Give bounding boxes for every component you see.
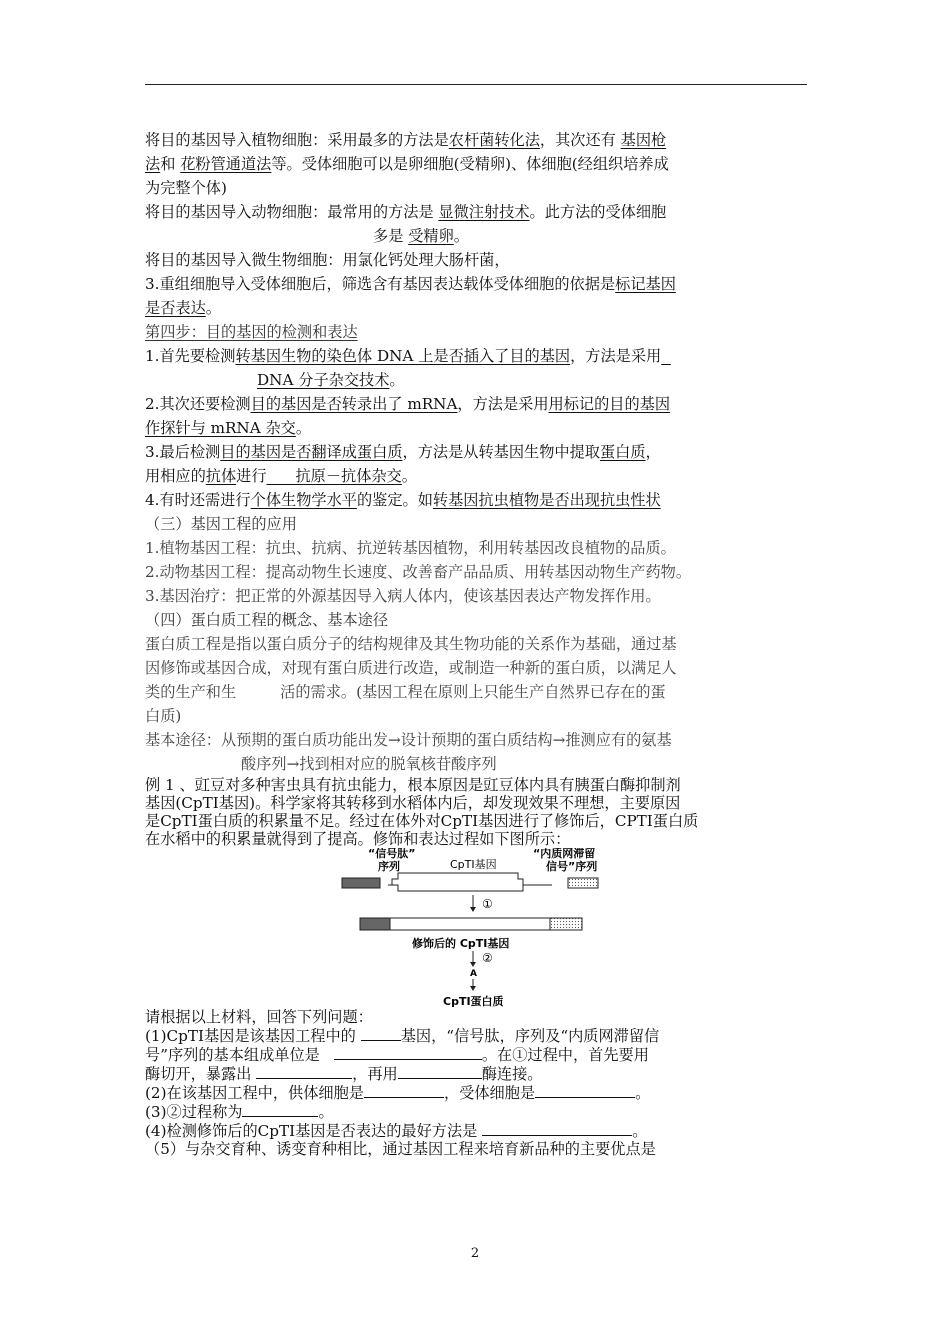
text: 多是 [373,227,404,245]
answer-text: 显微注射技术 [438,203,530,221]
line [145,560,809,584]
text: 基因(CpTI基因)。科学家将其转移到水稻体内后，却发现效果不理想，主要原因 [145,794,681,812]
text: 。 [389,371,405,389]
answer-blank[interactable] [361,1026,401,1041]
line [145,680,809,704]
er-signal-label: “内质网滞留 [533,848,596,860]
line [145,1102,809,1121]
line [145,200,809,224]
text: 为完整个体) [145,179,227,197]
line [145,1064,809,1083]
answer-blank[interactable] [334,1045,482,1060]
line [145,176,809,200]
text: ，其次还有 [539,131,616,149]
text: 进行 [236,467,267,485]
modified-er-block [550,918,582,930]
step-1-label: ① [482,897,493,911]
text: ，方法是采用 [457,395,549,413]
answer-blank[interactable] [364,1083,444,1098]
text: 的鉴定。如 [356,491,433,509]
a-label: A [470,969,477,979]
text: 在水稻中的积累量就得到了提高。修饰和表达过程如下图所示： [145,830,571,848]
line [145,272,809,296]
text: 。 [295,419,312,437]
line [145,1045,809,1064]
body-text [145,128,809,1158]
text: （5）与杂交育种、诱变育种相比，通过基因工程来培育新品种的主要优点是 [145,1140,656,1158]
signal-peptide-label-2: 序列 [378,860,400,873]
line [145,440,809,464]
diagram-svg [340,848,640,1008]
text: (2)在该基因工程中，供体细胞是 [145,1084,364,1102]
text: ，再用 [352,1065,398,1083]
line [145,1140,809,1158]
gene-strand-top [388,873,552,885]
line [145,752,809,776]
text: 号”序列的基本组成单位是 [145,1046,320,1064]
text: 是CpTI蛋白质的积累量不足。经过在体外对CpTI基因进行了修饰后，CPTI蛋白质 [145,812,699,830]
text: 基因，“信号肽，序列及“内质网滞留信 [400,1027,660,1045]
line [145,812,809,830]
blank [267,467,296,485]
text: (4)检测修饰后的CpTI基因是否表达的最好方法是 [145,1122,478,1140]
page-number: 2 [470,1246,480,1261]
example-question [145,776,809,1158]
text: 3.最后检测 [145,443,221,461]
line [145,536,809,560]
text: 将目的基因导入动物细胞：最常用的方法是 [145,203,434,221]
answer-text: 蛋白质 [599,443,646,461]
line [145,344,809,368]
text: 因修饰或基因合成，对现有蛋白质进行改造，或制造一种新的蛋白质，以满足人 [145,659,677,677]
header-rule [145,84,807,85]
line [145,248,809,272]
answer-text: DNA 分子杂交技术 [257,371,390,389]
line [145,1121,809,1140]
arrow-head-1 [470,907,476,912]
answer-text: 抗体 [205,467,237,485]
line [145,368,809,392]
text: 。 [401,467,417,485]
line [145,704,809,728]
text: 白质) [145,707,182,725]
section-heading [145,608,809,632]
answer-text: 作探针与 mRNA 杂交 [145,419,296,437]
text: 酸序列→找到相对应的脱氧核苷酸序列 [241,755,497,773]
text: 。 [205,299,221,317]
text: 请根据以上材料，回答下列问题： [145,1008,373,1026]
text: ，方法是从转基因生物中提取 [402,443,600,461]
text: ， [645,443,661,461]
arrow-head-3 [470,986,476,991]
text: 2.其次还要检测 [145,395,251,413]
line [145,728,809,752]
text: 。在①过程中，首先要用 [481,1046,649,1064]
answer-text: 个体生物学水平 [250,491,357,509]
step-2-label: ② [482,951,493,965]
line [145,794,809,812]
modified-signal-block [360,918,390,930]
text: (3)②过程称为 [145,1103,243,1121]
text: 。 [453,227,469,245]
line [145,1083,809,1102]
text: 和 [160,155,176,173]
line [145,128,809,152]
text: 类的生产和生 [145,683,237,701]
answer-text: 转基因抗虫植物是否出现抗虫性状 [432,491,661,509]
line [145,392,809,416]
answer-text: 抗原－抗体杂交 [295,467,402,485]
answer-text: 受精卵 [408,227,454,245]
text: 酶连接。 [481,1065,543,1083]
answer-text: 基因枪 [620,131,667,149]
gene-label: CpTI基因 [450,858,497,871]
text: 3.重组细胞导入受体细胞后，筛选含有基因表达载体受体细胞的依据是 [145,275,616,293]
signal-peptide-label: “信号肽” [368,848,416,860]
text: 基本途径：从预期的蛋白质功能出发→设计预期的蛋白质结构→推测应有的氨基 [145,731,672,749]
text: 蛋白质工程是指以蛋白质分子的结构规律及其生物功能的关系作为基础，通过基 [145,635,677,653]
text: ，受体细胞是 [443,1084,536,1102]
text: 活的需求。(基因工程在原则上只能生产自然界已存在的蛋 [280,683,666,701]
line [145,416,809,440]
modified-gene-block [390,918,568,930]
text: 。此方法的受体细胞 [529,203,667,221]
arrow-head-2 [470,962,476,967]
answer-text: 用标记的目的基因 [548,395,671,413]
text: 。 [318,1103,334,1121]
text: 1.首先要检测 [145,347,236,365]
answer-text: 标记基因 [615,275,676,293]
heading-text: （三）基因工程的应用 [145,515,297,533]
line [145,152,809,176]
text: 。 [632,1122,648,1140]
answer-blank[interactable] [256,1064,352,1079]
answer-text: 花粉管通道法 [180,155,272,173]
line [145,1008,809,1026]
text: 等。受体细胞可以是卵细胞(受精卵)、体细胞(经组织培养成 [271,155,669,173]
line [145,224,809,248]
answer-blank[interactable] [242,1102,318,1117]
blank [661,347,671,365]
line [145,656,809,680]
signal-peptide-block [342,878,380,888]
text: 用相应的 [145,467,206,485]
answer-text: 法 [145,155,161,173]
section-heading [145,512,809,536]
er-signal-label-2: 信号”序列 [546,860,598,873]
protein-label: CpTI蛋白质 [443,995,504,1008]
modified-gene-label: 修饰后的 CpTI基因 [412,937,510,950]
answer-text: 目的基因是否转录出了 mRNA [250,395,458,413]
answer-blank[interactable] [398,1064,482,1079]
answer-text: 农杆菌转化法 [448,131,540,149]
answer-blank[interactable] [535,1083,635,1098]
line [145,776,809,794]
text: 将目的基因导入微生物细胞：用氯化钙处理大肠杆菌， [145,251,510,269]
line [145,464,809,488]
line [145,632,809,656]
text: 将目的基因导入植物细胞：采用最多的方法是 [145,131,449,149]
text: 1.植物基因工程：抗虫、抗病、抗逆转基因植物，利用转基因改良植物的品质。 [145,539,676,557]
line [145,584,809,608]
answer-text: 是否表达 [145,299,206,317]
section-heading [145,320,809,344]
heading-text: （四）蛋白质工程的概念、基本途径 [145,611,388,629]
line [145,296,809,320]
er-signal-block [568,878,598,888]
gene-modification-diagram [340,848,640,1008]
text: ，方法是采用 [570,347,662,365]
text: 2.动物基因工程：提高动物生长速度、改善畜产品品质、用转基因动物生产药物。 [145,563,692,581]
text: 例 1 、豇豆对多种害虫具有抗虫能力，根本原因是豇豆体内具有胰蛋白酶抑制剂 [145,776,681,794]
heading-text: 第四步：目的基因的检测和表达 [145,323,358,341]
text: 3.基因治疗：把正常的外源基因导入病人体内，使该基因表达产物发挥作用。 [145,587,661,605]
text: 。 [635,1084,651,1102]
text: 4.有时还需进行 [145,491,251,509]
line [145,830,809,848]
line [145,1026,809,1045]
gene-strand-bottom [392,885,523,891]
text: (1)CpTI基因是该基因工程中的 [145,1027,356,1045]
answer-text: 转基因生物的染色体 DNA 上是否插入了目的基因 [235,347,571,365]
answer-text: 目的基因是否翻译成蛋白质 [220,443,403,461]
answer-blank[interactable] [482,1121,632,1136]
text: 酶切开，暴露出 [145,1065,252,1083]
line [145,488,809,512]
